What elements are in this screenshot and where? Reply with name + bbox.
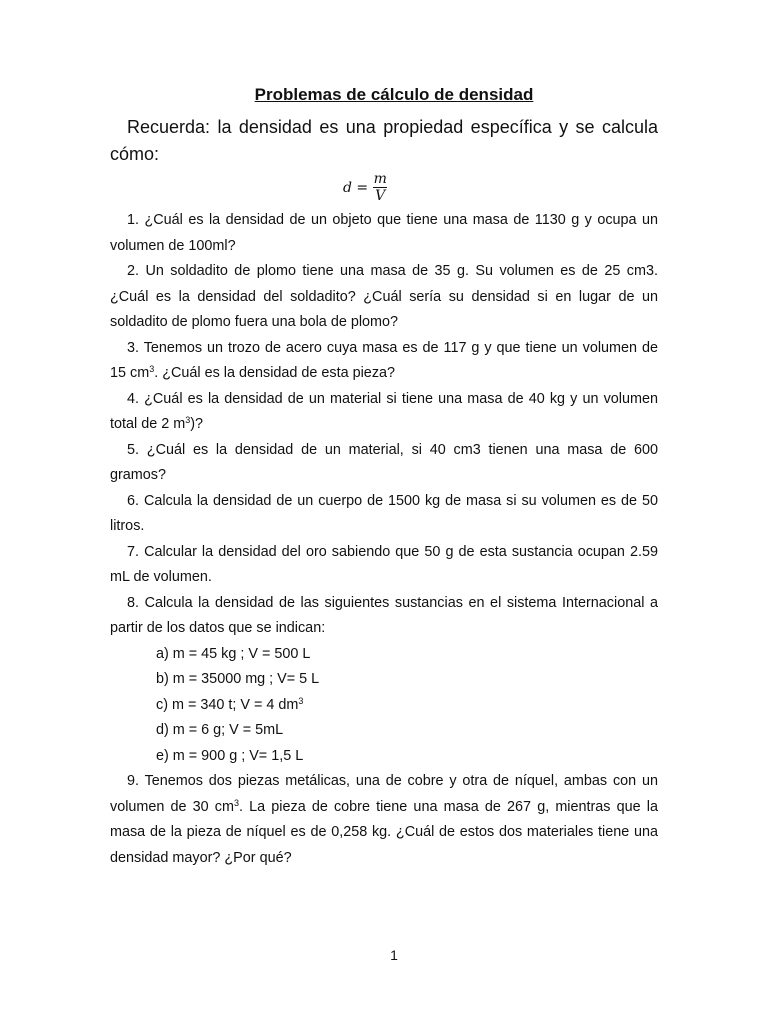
problem-list: [110, 208, 658, 871]
subitem-text: a) m = 45 kg ; V = 500 L: [156, 645, 311, 662]
problem-1: [110, 208, 658, 259]
problem-text: Un soldadito de plomo tiene una masa de 35 g. Su volumen es de 25 cm3. ¿Cuál es la densidad del soldadito? ¿Cuál sería su densidad si en lugar de un soldadito de plomo fuera una bola de plomo?: [110, 263, 658, 330]
formula-denominator: V: [375, 188, 386, 204]
problem-3: [110, 336, 658, 387]
problem-number: 8.: [127, 594, 145, 611]
problem-text-continued: )?: [190, 416, 204, 432]
problem-text: Tenemos un trozo de acero cuya masa es de 117 g y que tiene un volumen de 15 cm: [110, 339, 658, 381]
problem-number: 7.: [127, 543, 145, 560]
problem-text: Calcula la densidad de las siguientes sustancias en el sistema Internacional a partir de los datos que se indican:: [110, 594, 658, 636]
subitem-text: c) m = 340 t; V = 4 dm: [156, 696, 299, 713]
problem-number: 3.: [127, 339, 144, 356]
subitem-d: [110, 718, 658, 744]
problem-text-continued: . ¿Cuál es la densidad de esta pieza?: [154, 365, 396, 381]
problem-4: [110, 387, 658, 438]
problem-text: ¿Cuál es la densidad de un material, si 40 cm3 tienen una masa de 600 gramos?: [110, 441, 658, 483]
subitem-e: [110, 744, 658, 770]
problem-number: 6.: [127, 492, 144, 509]
superscript: 3: [149, 364, 155, 374]
problem-text: Calcular la densidad del oro sabiendo que 50 g de esta sustancia ocupan 2.59 mL de volumen.: [110, 543, 658, 585]
formula-lhs: d =: [343, 179, 369, 196]
problem-text-continued: . La pieza de cobre tiene una masa de 267 g, mientras que la masa de la pieza de níquel es de 0,258 kg. ¿Cuál de estos dos materiales tiene una densidad mayor? ¿Por qué?: [110, 798, 658, 866]
intro-paragraph: Recuerda: la densidad es una propiedad específica y se calcula cómo:: [110, 117, 658, 164]
problem-text: ¿Cuál es la densidad de un material si tiene una masa de 40 kg y un volumen total de 2 m: [110, 390, 658, 432]
problem-number: 2.: [127, 263, 146, 279]
superscript: 3: [185, 415, 191, 425]
formula-numerator: m: [373, 171, 387, 187]
problem-2: [110, 259, 658, 336]
problem-text: Tenemos dos piezas metálicas, una de cobre y otra de níquel, ambas con un volumen de 30 cm: [110, 773, 658, 815]
superscript: 3: [234, 797, 240, 808]
formula-fraction: [373, 171, 387, 204]
problem-5: [110, 438, 658, 489]
problem-text: Calcula la densidad de un cuerpo de 1500 kg de masa si su volumen es de 50 litros.: [110, 492, 658, 534]
density-formula: [343, 171, 387, 204]
subitem-text: e) m = 900 g ; V= 1,5 L: [156, 747, 304, 764]
problem-number: 1.: [127, 212, 145, 228]
subitem-c: [110, 693, 658, 719]
problem-6: [110, 489, 658, 540]
subitem-text: d) m = 6 g; V = 5mL: [156, 722, 284, 738]
subitem-text: b) m = 35000 mg ; V= 5 L: [156, 671, 320, 687]
superscript: 3: [298, 695, 304, 706]
problem-8: [110, 591, 658, 642]
problem-text: ¿Cuál es la densidad de un objeto que tiene una masa de 1130 g y ocupa un volumen de 100ml?: [110, 212, 658, 254]
problem-number: 9.: [127, 773, 145, 789]
problem-number: 4.: [127, 390, 145, 407]
subitem-b: [110, 667, 658, 693]
problem-7: [110, 540, 658, 591]
problem-number: 5.: [127, 441, 147, 458]
page-title: Problemas de cálculo de densidad: [254, 85, 534, 104]
problem-9: [110, 769, 658, 871]
page-number: 1: [390, 947, 398, 963]
subitem-a: [110, 642, 658, 668]
